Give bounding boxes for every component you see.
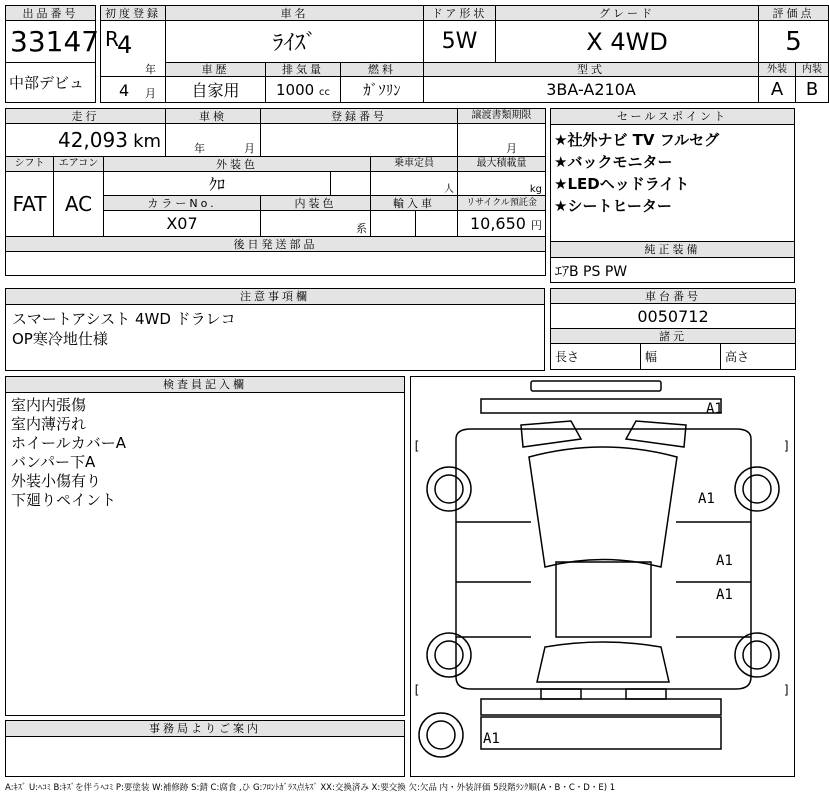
chassis-table (550, 288, 796, 370)
dims-title: 諸元 (551, 329, 796, 344)
era: R (105, 27, 119, 51)
left-headlight-outline (521, 421, 581, 447)
capacity-label: 乗車定員 (371, 157, 458, 172)
grade-label: グレード (496, 6, 759, 21)
int-color-unit: 系 (261, 211, 371, 237)
genuine-equipment-box (550, 241, 795, 283)
front-panel-outline (481, 399, 721, 413)
ac: AC (54, 172, 104, 237)
mileage-label: 走行 (6, 109, 166, 124)
color-no-label: カラーNo. (104, 196, 261, 211)
reg-no-label: 登録番号 (261, 109, 458, 124)
import-label: 輸入車 (371, 196, 458, 211)
rear-left-wheel-outline (427, 633, 471, 677)
sales-point: ★LEDヘッドライト (554, 175, 690, 193)
inspector-title: 検査員記入欄 (6, 377, 404, 393)
interior-label: 内装 (796, 63, 829, 77)
door-label: ドア形状 (424, 6, 496, 21)
displacement: 1000 (276, 80, 315, 99)
inspector-box (5, 376, 405, 716)
recycle-unit: 円 (531, 219, 543, 232)
fuel: ｶﾞｿﾘﾝ (341, 77, 424, 103)
sales-point: ★社外ナビ TV フルセグ (554, 131, 720, 149)
header-table (5, 5, 829, 103)
first-reg-label: 初度登録 (101, 6, 166, 21)
rear-right-wheel-outline (735, 633, 779, 677)
chassis-number: 0050712 (551, 304, 796, 329)
venue: 中部デビュ (6, 63, 96, 103)
bracket-left: [ (413, 683, 421, 697)
history-label: 車歴 (166, 63, 266, 77)
genuine-title: 純正装備 (551, 242, 794, 258)
notes-box (5, 288, 545, 371)
score: 5 (759, 21, 829, 63)
legend: A:ｷｽﾞ U:ﾍｺﾐ B:ｷｽﾞを伴うﾍｺﾐ P:要塗装 W:補修跡 S:錆 C:腐食 ,ひ G:ﾌﾛﾝﾄｶﾞﾗｽ点ｷｽﾞ XX:交換済み X:要交換 欠:欠品 内・外装評価 5段階ﾗﾝｸ順(A・B・C・D・E) 1 (5, 783, 616, 793)
later-parts-label: 後日発送部品 (6, 237, 546, 252)
shift-label: シフト (6, 157, 54, 172)
interior-score: B (796, 77, 829, 103)
damage-mark: A1 (716, 587, 733, 603)
car-name-label: 車名 (166, 6, 424, 21)
bracket-left: [ (413, 439, 421, 453)
sales-points-title: セールスポイント (551, 109, 794, 125)
car-diagram-svg (411, 377, 796, 778)
front-bumper-outline (531, 381, 661, 391)
sales-point: ★バックモニター (554, 153, 673, 171)
exterior-score: A (759, 77, 796, 103)
inspector-line: 室内内張傷 (11, 396, 87, 414)
sales-point: ★シートヒーター (554, 197, 672, 215)
sales-points-box (550, 108, 795, 242)
score-label: 評価点 (759, 6, 829, 21)
reg-year: 4 (117, 31, 133, 59)
displacement-label: 排気量 (266, 63, 341, 77)
displacement-unit: cc (318, 86, 330, 98)
windshield-outline (529, 447, 677, 567)
later-parts (6, 252, 546, 276)
transfer-month-unit: 月 (506, 142, 518, 155)
model-label: 型式 (424, 63, 759, 77)
sales-points-list (551, 125, 794, 217)
max-load-label: 最大積載量 (458, 157, 546, 172)
fuel-label: 燃料 (341, 63, 424, 77)
inspection-label: 車検 (166, 109, 261, 124)
inspector-line: バンパー下A (11, 453, 96, 471)
grade: X 4WD (496, 21, 759, 63)
mileage: 42,093 (57, 128, 128, 152)
month-unit: 月 (145, 87, 156, 100)
inspector-line: 外装小傷有り (11, 472, 102, 490)
note-line: スマートアシスト 4WD ドラレコ (12, 310, 236, 328)
damage-mark: A1 (716, 553, 733, 569)
recycle-label: リサイクル預託金 (458, 196, 546, 211)
length-label: 長さ (551, 344, 641, 370)
car-name: ﾗｲｽﾞ (166, 21, 424, 63)
ac-label: エアコン (54, 157, 104, 172)
inspection-year-unit: 年 (194, 142, 206, 155)
inspection-month-unit: 月 (244, 142, 256, 155)
notes-title: 注意事項欄 (6, 289, 544, 305)
damage-diagram (410, 376, 795, 777)
shift: FAT (6, 172, 54, 237)
front-left-wheel-outline (427, 467, 471, 511)
max-load-unit: kg (458, 172, 546, 196)
ext-color-label: 外装色 (104, 157, 371, 172)
chassis-title: 車台番号 (551, 289, 796, 304)
rear-panel-outline (481, 717, 721, 749)
genuine-equipment: ｴｱB PS PW (555, 264, 628, 280)
inspector-line: 下廻りペイント (11, 491, 117, 509)
recycle: 10,650 (469, 214, 526, 233)
damage-mark: A1 (698, 491, 715, 507)
capacity-unit: 人 (371, 172, 458, 196)
rear-glass-outline (537, 642, 669, 682)
width-label: 幅 (641, 344, 721, 370)
height-label: 高さ (721, 344, 796, 370)
ext-color: ｸﾛ (104, 172, 331, 196)
office-box (5, 720, 405, 777)
damage-mark: A1 (483, 731, 500, 747)
reg-no (261, 124, 458, 157)
exterior-label: 外装 (759, 63, 796, 77)
history: 自家用 (166, 77, 266, 103)
note-line: OP寒冷地仕様 (12, 330, 108, 348)
mileage-unit: km (133, 131, 162, 152)
transfer-label: 譲渡書類期限 (458, 109, 546, 124)
int-color-label: 内装色 (261, 196, 371, 211)
right-headlight-outline (626, 421, 686, 447)
lot-number-label: 出品番号 (6, 6, 96, 21)
spare-wheel-outline (419, 713, 463, 757)
bracket-right: ] (783, 683, 791, 697)
info-table (5, 108, 546, 276)
lot-number: 33147 (6, 21, 96, 63)
rear-bumper-outline (481, 699, 721, 715)
roof-outline (556, 562, 651, 637)
damage-mark: A1 (706, 401, 723, 417)
office-title: 事務局よりご案内 (6, 721, 404, 737)
color-no: X07 (104, 211, 261, 237)
inspector-line: ホイールカバーA (11, 434, 126, 452)
year-unit: 年 (145, 63, 156, 76)
reg-month: 4 (119, 81, 130, 100)
bracket-right: ] (783, 439, 791, 453)
model: 3BA-A210A (424, 77, 759, 103)
door-type: 5W (424, 21, 496, 63)
inspector-line: 室内薄汚れ (11, 415, 87, 433)
front-right-wheel-outline (735, 467, 779, 511)
